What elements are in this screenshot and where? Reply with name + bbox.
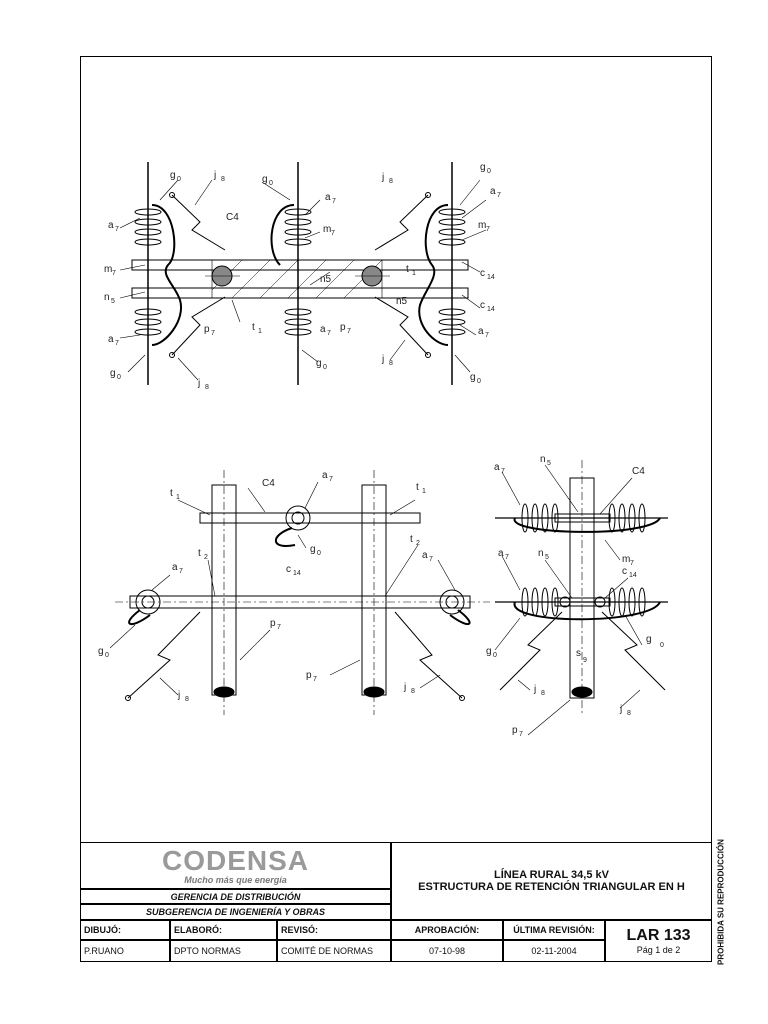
label-t2: t (198, 548, 201, 559)
svg-text:1: 1 (258, 328, 262, 335)
guy-wire-elev-left (128, 612, 200, 698)
svg-text:7: 7 (179, 568, 183, 575)
label-p7: p (306, 670, 312, 681)
label-n5: n (538, 548, 544, 559)
labels-elevation (98, 470, 433, 703)
logo-cell (80, 842, 391, 889)
label-g0: g (316, 358, 322, 369)
svg-text:7: 7 (505, 554, 509, 561)
svg-text:5: 5 (111, 298, 115, 305)
svg-text:7: 7 (115, 340, 119, 347)
label-c4: C4 (262, 478, 275, 489)
svg-text:8: 8 (185, 696, 189, 703)
hatch-lines (212, 260, 382, 298)
pole-base-side (572, 687, 592, 697)
company-slogan: Mucho más que energía (184, 874, 287, 885)
svg-text:8: 8 (627, 710, 631, 717)
crossarm-upper (132, 260, 468, 270)
side-note (714, 839, 728, 965)
label-a7: a (490, 186, 496, 197)
svg-text:7: 7 (630, 560, 634, 567)
svg-text:0: 0 (177, 176, 181, 183)
title-block (80, 842, 712, 962)
svg-text:7: 7 (486, 226, 490, 233)
label-j8: j (178, 690, 181, 701)
label-g0: g (170, 170, 176, 181)
svg-text:0: 0 (323, 364, 327, 371)
svg-text:8: 8 (541, 690, 545, 697)
svg-text:0: 0 (493, 652, 497, 659)
dibujo-label: DIBUJÓ: (80, 920, 170, 940)
label-m7: m (104, 264, 113, 275)
label-m7: m (622, 554, 631, 565)
svg-text:7: 7 (519, 731, 523, 738)
svg-text:7: 7 (331, 230, 335, 237)
insulator-end-view-top (286, 506, 310, 530)
revision-label: ÚLTIMA REVISIÓN: (503, 920, 605, 940)
label-j8: j (534, 684, 537, 695)
svg-text:9: 9 (583, 657, 587, 664)
label-j8: j (404, 682, 407, 693)
aprobacion-label: APROBACIÓN: (391, 920, 503, 940)
pole-base-right (364, 687, 384, 697)
label-c14: c (622, 566, 627, 577)
label-a7: a (422, 550, 428, 561)
aprobacion-value: 07-10-98 (391, 940, 503, 962)
guy-wire-side-right (602, 612, 665, 690)
svg-text:5: 5 (545, 554, 549, 561)
label-j8: j (382, 354, 385, 365)
label-c14: c (480, 300, 485, 311)
label-m7: m (478, 220, 487, 231)
label-a7: a (320, 324, 326, 335)
label-n5: n (540, 454, 546, 465)
svg-text:14: 14 (487, 306, 495, 313)
svg-text:7: 7 (277, 624, 281, 631)
title-line-1: LÍNEA RURAL 34,5 kV (494, 869, 609, 881)
subgerencia-label: SUBGERENCIA DE INGENIERÍA Y OBRAS (80, 904, 391, 920)
jumper-elev-top (276, 528, 295, 546)
leader-lines-elev (110, 482, 455, 695)
label-t1: t (416, 482, 419, 493)
svg-text:14: 14 (629, 572, 637, 579)
label-n5: n (104, 292, 110, 303)
svg-text:7: 7 (112, 270, 116, 277)
svg-text:8: 8 (205, 384, 209, 391)
label-p7: p (204, 324, 210, 335)
label-t1: t (406, 264, 409, 275)
page-number: Pág 1 de 2 (636, 945, 681, 955)
label-n5-big: n5 (396, 296, 408, 307)
label-n5-big: n5 (320, 274, 332, 285)
label-s9: s (576, 648, 581, 659)
elaboro-value: DPTO NORMAS (170, 940, 277, 962)
label-c14: c (480, 268, 485, 279)
label-g0: g (262, 174, 268, 185)
svg-text:2: 2 (204, 554, 208, 561)
svg-text:5: 5 (547, 460, 551, 467)
label-a7: a (498, 548, 504, 559)
jumper-side-lower (515, 602, 660, 619)
jumper-elev-right (450, 610, 470, 624)
svg-text:7: 7 (115, 226, 119, 233)
dibujo-value: P.RUANO (80, 940, 170, 962)
label-g0: g (98, 646, 104, 657)
svg-text:7: 7 (332, 198, 336, 205)
svg-text:1: 1 (422, 488, 426, 495)
label-a7: a (172, 562, 178, 573)
label-t1: t (170, 488, 173, 499)
label-g0: g (110, 368, 116, 379)
svg-text:14: 14 (293, 570, 301, 577)
svg-text:0: 0 (477, 378, 481, 385)
label-c4: C4 (226, 212, 239, 223)
revision-value: 02-11-2004 (503, 940, 605, 962)
label-j8: j (214, 170, 217, 181)
svg-text:0: 0 (269, 180, 273, 187)
svg-text:7: 7 (347, 328, 351, 335)
company-logo: CODENSA (161, 844, 309, 876)
label-c4: C4 (632, 466, 645, 477)
drawing-title (391, 842, 712, 920)
reproduction-notice: PROHIBIDA SU REPRODUCCIÓN (716, 839, 726, 965)
svg-text:0: 0 (105, 652, 109, 659)
svg-text:2: 2 (416, 540, 420, 547)
gerencia-label: GERENCIA DE DISTRIBUCIÓN (80, 889, 391, 904)
reviso-label: REVISÓ: (277, 920, 391, 940)
svg-text:7: 7 (313, 676, 317, 683)
label-g0: g (310, 544, 316, 555)
leader-lines-top (120, 180, 486, 380)
svg-text:8: 8 (411, 688, 415, 695)
svg-text:8: 8 (389, 178, 393, 185)
svg-text:0: 0 (117, 374, 121, 381)
crossarm-lower (132, 288, 468, 298)
guy-wire-symbol-3 (375, 195, 428, 250)
label-g0: g (486, 646, 492, 657)
svg-text:8: 8 (389, 360, 393, 367)
title-line-2: ESTRUCTURA DE RETENCIÓN TRIANGULAR EN H (418, 881, 685, 893)
label-p7: p (270, 618, 276, 629)
code-cell (605, 920, 712, 962)
svg-text:7: 7 (327, 330, 331, 337)
label-a7: a (108, 220, 114, 231)
label-g0: g (480, 162, 486, 173)
label-a7: a (478, 326, 484, 337)
svg-text:7: 7 (485, 332, 489, 339)
label-j8: j (198, 378, 201, 389)
label-p7: p (340, 322, 346, 333)
label-a7: a (325, 192, 331, 203)
svg-text:7: 7 (497, 192, 501, 199)
label-p7: p (512, 725, 518, 736)
svg-text:14: 14 (487, 274, 495, 281)
label-g0: g (646, 634, 652, 645)
svg-text:1: 1 (176, 494, 180, 501)
label-c14: c (286, 564, 291, 575)
label-m7: m (323, 224, 332, 235)
svg-text:7: 7 (429, 556, 433, 563)
guy-wire-side-left (500, 612, 562, 690)
label-a7: a (494, 462, 500, 473)
svg-text:0: 0 (487, 168, 491, 175)
svg-text:0: 0 (660, 642, 664, 649)
reviso-value: COMITÉ DE NORMAS (277, 940, 391, 962)
svg-text:8: 8 (221, 176, 225, 183)
label-g0: g (470, 372, 476, 383)
label-t1: t (252, 322, 255, 333)
svg-text:7: 7 (329, 476, 333, 483)
label-a7: a (108, 334, 114, 345)
svg-text:7: 7 (501, 468, 505, 475)
svg-text:7: 7 (211, 330, 215, 337)
jumper-elev-left (129, 610, 150, 624)
drawing-code: LAR 133 (626, 927, 691, 944)
label-t2: t (410, 534, 413, 545)
label-j8: j (620, 704, 623, 715)
elaboro-label: ELABORÓ: (170, 920, 277, 940)
svg-text:0: 0 (317, 550, 321, 557)
label-a7: a (322, 470, 328, 481)
svg-text:1: 1 (412, 270, 416, 277)
guy-wire-symbol-2 (172, 297, 225, 355)
pole-base-left (214, 687, 234, 697)
guy-wire-symbol-1 (172, 195, 225, 250)
label-j8: j (382, 172, 385, 183)
